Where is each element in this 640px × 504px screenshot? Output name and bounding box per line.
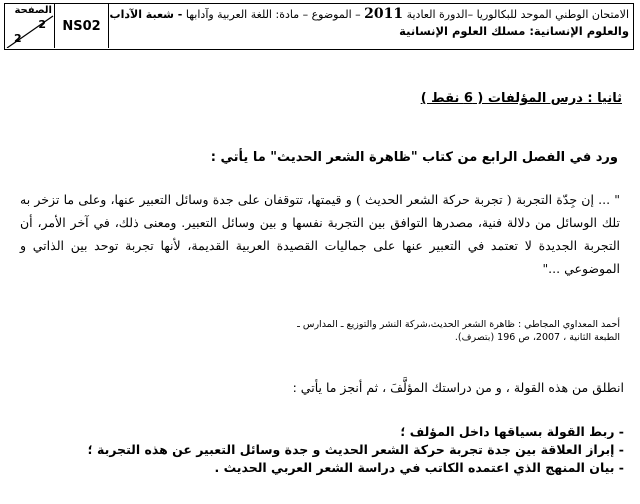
section-title: ثانيا : درس المؤلفات ( 6 نقط ) [420,91,622,106]
header-exam-title: الامتحان الوطني الموحد للبكالوريا –الدورة العادية [406,8,629,21]
reference-line-2: الطبعة الثانية ، 2007، ص 196 (بتصرف). [454,332,620,343]
task-list [88,423,624,477]
task-item: - بيان المنهج الذي اعتمده الكاتب في دراسة الشعر العربي الحديث . [214,460,624,475]
page-label: الصفحة [14,5,52,16]
reference-line-1: أحمد المعداوي المجاطي : ظاهرة الشعر الحديث،شركة النشر والتوزيع ـ المدارس ـ [297,319,620,330]
task-item: - إبراز العلاقة بين جدة تجربة حركة الشعر الحديث و جدة وسائل التعبير عن هذه التجربة ؛ [87,442,624,457]
header-text [109,6,629,40]
page-total: 2 [14,32,22,45]
page-number-box [5,4,55,48]
task-item: - ربط القولة بسياقها داخل المؤلف ؛ [400,424,624,439]
instruction: انطلق من هذه القولة ، و من دراستك المؤلَّفَ ، ثم أنجز ما يأتي : [292,380,624,395]
header-year: 2011 [364,6,404,22]
page-number: 2 [38,18,46,31]
exam-code: NS02 [55,4,109,48]
header-track: - شعبة الآداب [109,8,183,21]
header-line-2: والعلوم الإنسانية: مسلك العلوم الإنسانية [399,24,629,38]
exam-header [4,3,634,50]
reference-citation [20,318,620,344]
header-line-1 [109,6,629,23]
quote-paragraph: " ... إن جِدّة التجربة ( تجربة حركة الشعر الحديث ) و قيمتها، تتوقفان على جدة وسائل التعبير عنها، وعلى ما تزخر به تلك الوسائل من دلالة فنية، مصدرها التوافق بين التجربة نفسها و بين وسائل التعبير. ومعنى ذلك، في آخر الأمر، أن التجربة الجديدة لا تعتمد في التعبير عنها على جماليات القصيدة العربية القديمة، لأنها تجربة توحد بين الذاتي و الموضوعي ..." [20,192,620,276]
header-subject: – الموضوع – مادة: اللغة العربية وآدابها [185,8,361,21]
intro-sentence: ورد في الفصل الرابع من كتاب "ظاهرة الشعر الحديث" ما يأتي : [210,150,618,165]
